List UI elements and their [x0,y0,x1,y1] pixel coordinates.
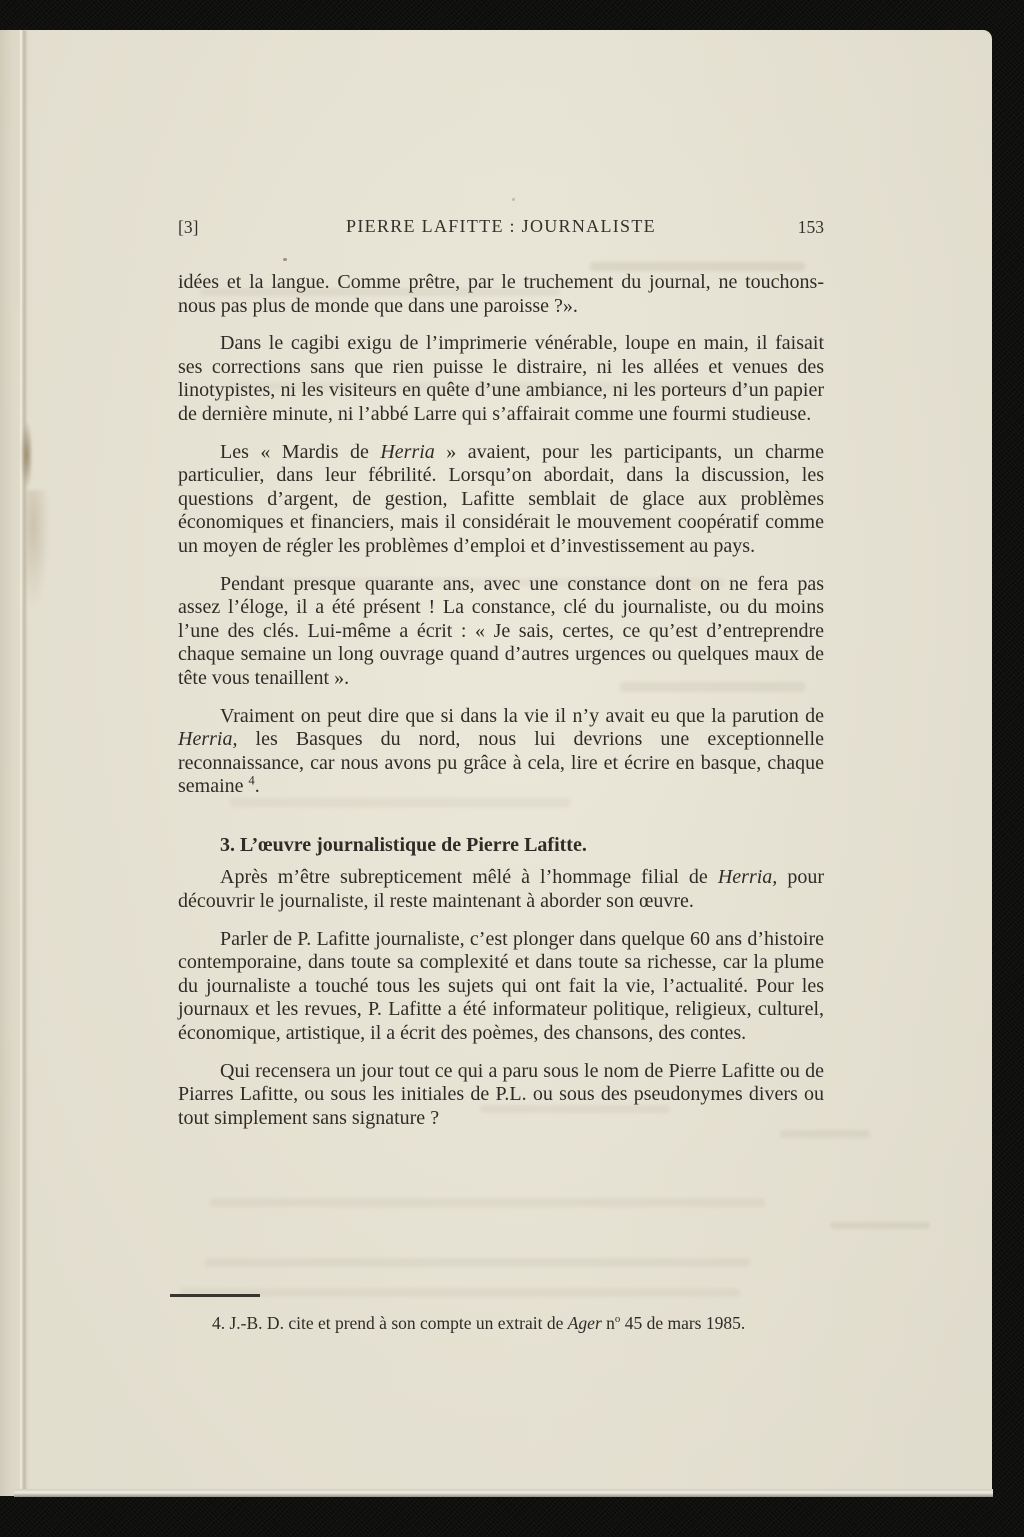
text-run: Dans le cagibi exigu de l’imprimerie vénérable, loupe en main, il faisait ses corrections sans que rien puisse le distraire, ni les allées et venues des linotypistes, ni les visiteurs en quête d’une ambiance, ni les porteurs d’un papier de dernière minute, ni l’abbé Larre qui s’affairait comme une fourmi studieuse. [178,332,824,425]
text-run: 4. J.-B. D. cite et prend à son compte un extrait de [212,1313,568,1333]
paragraph [178,1060,824,1131]
paragraph [178,866,824,913]
text-run: . [254,775,260,798]
text-run: Après m’être subrepticement mêlé à l’hommage filial de [220,866,718,889]
text-run: Les « Mardis de [220,440,381,463]
paragraph [178,928,824,1046]
superscript-text: 4 [248,773,255,788]
gutter-crease-shadow [23,30,26,1496]
book-page [0,30,992,1496]
text-run: pour découvrir le journaliste, il reste maintenant à aborder son œuvre. [178,866,824,913]
paragraph [178,271,824,318]
paragraph [178,441,824,559]
bleed-through-texture [205,1258,750,1267]
page-body [178,271,824,1144]
bleed-through-texture [590,262,805,271]
italic-text: Herria, [717,866,778,889]
text-run: 3. L’œuvre journalistique de Pierre Lafitte. [220,833,587,856]
text-run: idées et la langue. Comme prêtre, par le truchement du journal, ne touchons-nous pas plus de monde que dans une paroisse ?». [178,271,824,317]
footnote-rule [170,1294,260,1297]
book-bottom-page-edges [14,1489,993,1497]
italic-text: Herria, [178,728,238,751]
text-run: Vraiment on peut dire que si dans la vie il n’y avait eu que la parution de [220,704,824,727]
bleed-through-texture [830,1222,930,1229]
bleed-through-texture [210,1198,765,1207]
paper-speck [283,258,287,261]
text-run: Qui recensera un jour tout ce qui a paru sous le nom de Pierre Lafitte ou de Piarres Lafitte, ou sous les initiales de P.L. ou sous des pseudonymes divers ou tout simplement sans signature ? [178,1059,824,1129]
paragraph [178,573,824,691]
paragraph [178,705,824,799]
section-heading [178,834,824,858]
text-run: les Basques du nord, nous lui devrions une exceptionnelle reconnaissance, car nous avons pu grâce à cela, lire et écrire en basque, chaque semaine [178,728,824,798]
text-run: Parler de P. Lafitte journaliste, c’est plonger dans quelque 60 ans d’histoire contemporaine, dans toute sa complexité et dans toute sa richesse, car la plume du journaliste a touché tous les sujets qui ont fait la vie, l’actualité. Pour les journaux et les revues, P. Lafitte a été informateur politique, religieux, culturel, économique, artistique, il a écrit des poèmes, des chansons, des contes. [178,927,824,1045]
text-run: 45 de mars 1985. [620,1313,746,1333]
paper-speck [512,198,515,201]
superscript-text: o [614,1313,621,1326]
paper-stain [26,490,50,610]
italic-text: Herria [380,440,435,463]
book-fore-edge-pages [973,31,993,1495]
header-running-title: PIERRE LAFITTE : JOURNALISTE [346,216,656,236]
gutter-crease-highlight [20,30,22,1496]
italic-text: Ager [567,1313,602,1333]
text-run: » avaient, pour les participants, un charme particulier, dans leur fébrilité. Lorsqu’on abordait, dans la discussion, les questions d’argent, de gestion, Lafitte semblait de glace aux problèmes économiques et financiers, mais il considérait le mouvement coopératif comme un moyen de régler les problèmes d’emploi et d’investissement au pays. [178,440,824,557]
footnote [170,1294,822,1334]
footnote-text [170,1312,822,1334]
paper-stain [21,420,33,490]
paragraph [178,332,824,426]
page-header [178,216,824,240]
text-run: n [601,1313,615,1333]
header-section-marker: [3] [178,217,199,237]
text-run: Pendant presque quarante ans, avec une constance dont on ne fera pas assez l’éloge, il a été présent ! La constance, clé du journaliste, ou du moins l’une des clés. Lui-même a écrit : « Je sais, certes, ce qu’est d’entreprendre chaque semaine un long ouvrage quand d’autres urgences ou quelques maux de tête vous tenaillent ». [178,572,824,689]
header-page-number: 153 [797,217,824,237]
